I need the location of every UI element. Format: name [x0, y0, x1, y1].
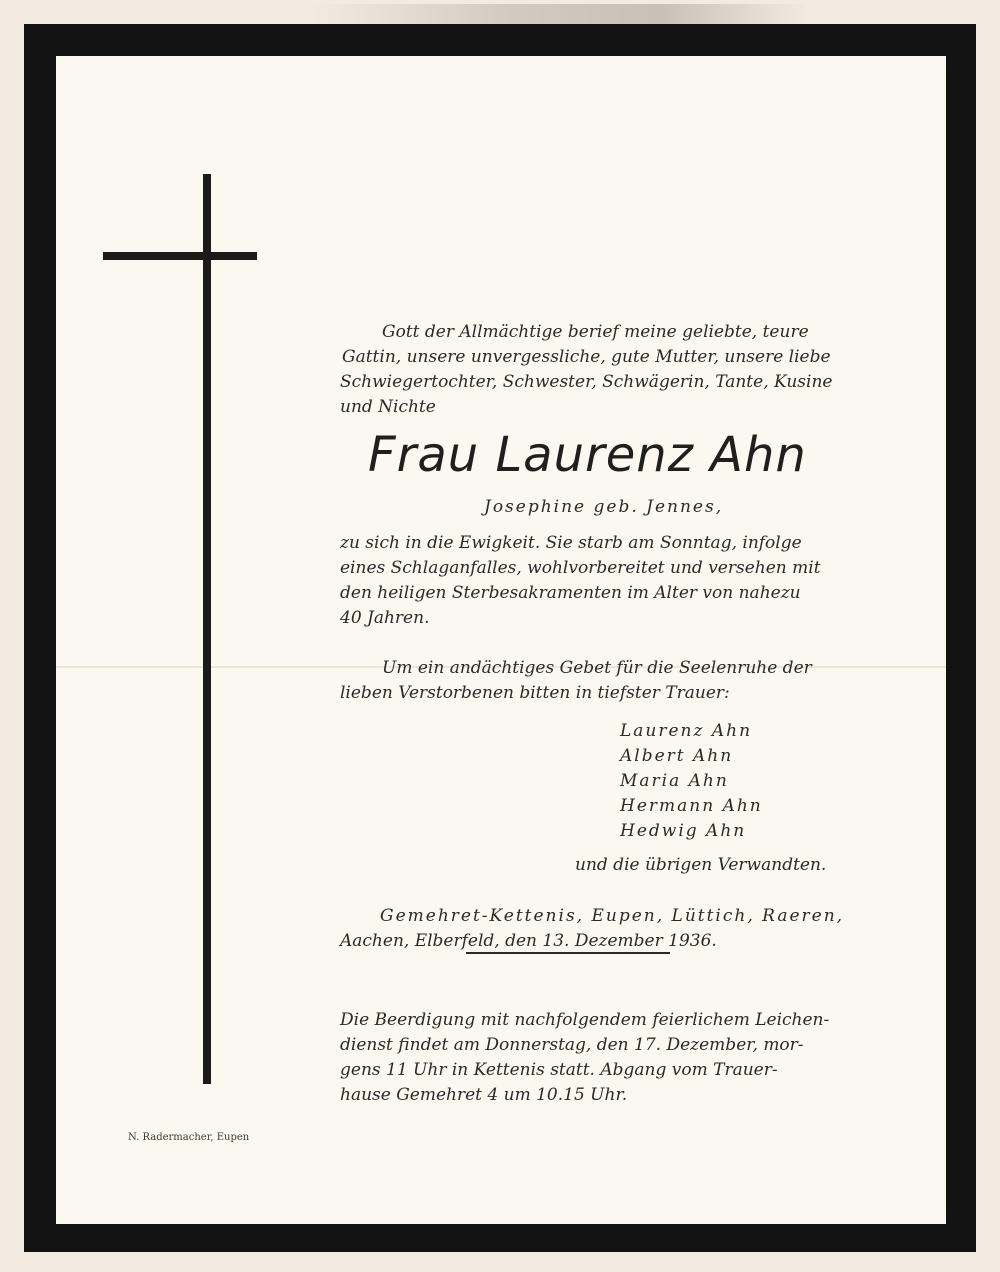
printer-credit: N. Radermacher, Eupen: [128, 1132, 250, 1143]
intro-line-3: Schwiegertochter, Schwester, Schwägerin, Tante, Kusine: [340, 372, 833, 392]
intro-line-1: Gott der Allmächtige berief meine geliebte, teure: [382, 322, 809, 342]
cross-icon-horizontal: [103, 252, 257, 260]
mourner-1: Laurenz Ahn: [620, 721, 753, 741]
place-line-2: Aachen, Elberfeld, den 13. Dezember 1936.: [340, 931, 717, 951]
cross-icon-vertical: [203, 174, 211, 1084]
mourner-4: Hermann Ahn: [620, 796, 763, 816]
deceased-name: Frau Laurenz Ahn: [368, 427, 807, 483]
funeral-line-1: Die Beerdigung mit nachfolgendem feierlichem Leichen-: [340, 1010, 830, 1030]
death-line-1: zu sich in die Ewigkeit. Sie starb am Sonntag, infolge: [340, 533, 802, 553]
prayer-line-2: lieben Verstorbenen bitten in tiefster Trauer:: [340, 683, 730, 703]
mourner-2: Albert Ahn: [620, 746, 734, 766]
mourner-5: Hedwig Ahn: [620, 821, 747, 841]
place-line-1: Gemehret-Kettenis, Eupen, Lüttich, Raeren,: [380, 906, 845, 926]
section-divider: [466, 952, 670, 954]
funeral-line-4: hause Gemehret 4 um 10.15 Uhr.: [340, 1085, 628, 1105]
other-relatives: und die übrigen Verwandten.: [575, 855, 827, 875]
funeral-line-3: gens 11 Uhr in Kettenis statt. Abgang vom Trauer-: [340, 1060, 778, 1080]
mourner-3: Maria Ahn: [620, 771, 729, 791]
death-line-3: den heiligen Sterbesakramenten im Alter von nahezu: [340, 583, 801, 603]
death-line-2: eines Schlaganfalles, wohlvorbereitet und versehen mit: [340, 558, 821, 578]
deceased-maiden-name: Josephine geb. Jennes,: [484, 497, 724, 517]
intro-line-4: und Nichte: [340, 397, 436, 417]
intro-line-2: Gattin, unsere unvergessliche, gute Mutter, unsere liebe: [342, 347, 831, 367]
funeral-line-2: dienst findet am Donnerstag, den 17. Dezember, mor-: [340, 1035, 804, 1055]
prayer-line-1: Um ein andächtiges Gebet für die Seelenruhe der: [382, 658, 812, 678]
death-line-4: 40 Jahren.: [340, 608, 430, 628]
